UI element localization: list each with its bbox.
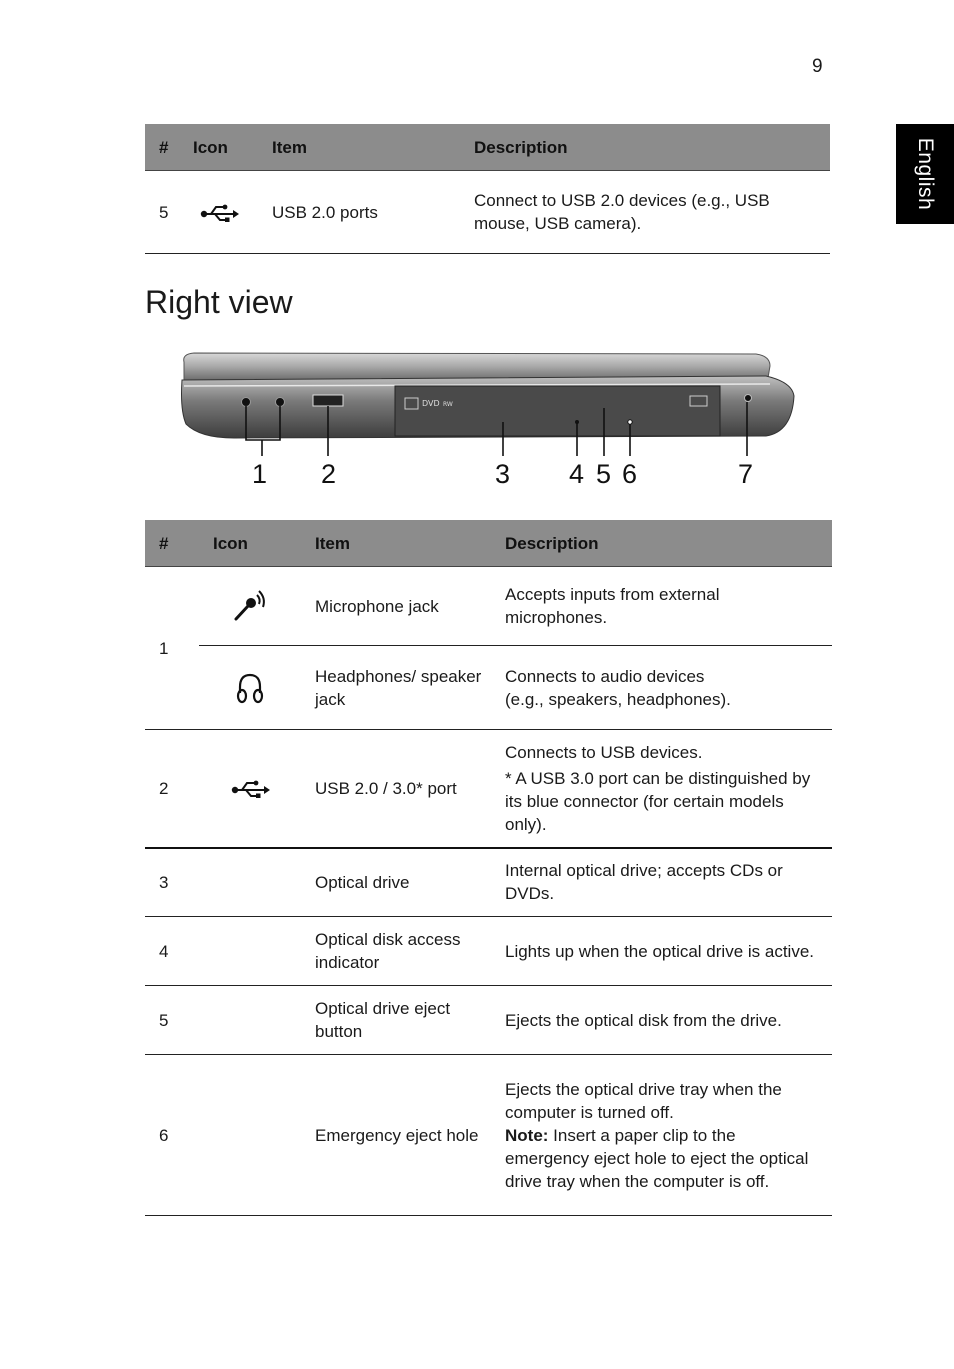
row-num: 6 (145, 1055, 199, 1216)
row-description-line: (e.g., speakers, headphones). (505, 689, 731, 709)
header-num: # (145, 520, 199, 567)
row-num: 2 (145, 730, 199, 848)
header-item: Item (258, 124, 460, 171)
row-icon-cell (199, 646, 301, 730)
page-number: 9 (812, 56, 823, 77)
table-row (145, 848, 832, 917)
row-description (491, 646, 832, 730)
row-description (491, 730, 832, 848)
callout-4: 4 (569, 459, 585, 489)
note-label: Note: (505, 1125, 549, 1145)
header-description: Description (491, 520, 832, 567)
row-icon-cell (199, 848, 301, 917)
row-description-text: Connects to USB devices. (505, 742, 703, 762)
language-tab-label: English (914, 137, 938, 211)
header-icon: Icon (179, 124, 258, 171)
callout-2: 2 (321, 459, 337, 489)
row-description: Connect to USB 2.0 devices (e.g., USB mouse, USB camera). (460, 171, 830, 254)
table-row (145, 986, 832, 1055)
table-row (145, 1055, 832, 1216)
header-item: Item (301, 520, 491, 567)
table-row (145, 646, 832, 730)
row-item: Emergency eject hole (301, 1055, 491, 1216)
row-description: Internal optical drive; accepts CDs or DVDs. (491, 848, 832, 917)
language-tab (896, 124, 954, 224)
table-row (145, 171, 830, 254)
row-icon-cell (199, 917, 301, 986)
callout-3: 3 (495, 459, 511, 489)
callout-6: 6 (622, 459, 638, 489)
row-item: Optical drive (301, 848, 491, 917)
usb-ports-table (145, 124, 830, 254)
row-note (505, 1124, 818, 1193)
row-note-text: Insert a paper clip to the emergency eject hole to eject the optical drive tray when the computer is off. (505, 1125, 809, 1191)
callout-1: 1 (252, 459, 268, 489)
row-num: 5 (145, 171, 179, 254)
row-icon-cell (199, 986, 301, 1055)
row-description-line: Connects to audio devices (505, 666, 705, 686)
header-description: Description (460, 124, 830, 171)
table-row (145, 917, 832, 986)
table-row (145, 567, 832, 646)
table-row (145, 730, 832, 848)
row-description: Lights up when the optical drive is active. (491, 917, 832, 986)
row-num: 5 (145, 986, 199, 1055)
row-icon-cell (199, 1055, 301, 1216)
row-item: Optical disk access indicator (301, 917, 491, 986)
row-description: Ejects the optical disk from the drive. (491, 986, 832, 1055)
headphones-icon (233, 671, 267, 705)
row-item: USB 2.0 ports (258, 171, 460, 254)
usb-icon (230, 778, 270, 800)
header-icon: Icon (199, 520, 301, 567)
row-icon-cell (199, 567, 301, 646)
section-title: Right view (145, 284, 293, 320)
table-header-row (145, 124, 830, 171)
row-icon-cell (199, 730, 301, 848)
row-item: Optical drive eject button (301, 986, 491, 1055)
row-icon-cell (179, 171, 258, 254)
dvd-logo: DVD (422, 399, 440, 408)
rw-logo: RW (443, 401, 453, 408)
header-num: # (145, 124, 179, 171)
right-view-table (145, 520, 832, 1216)
table-header-row (145, 520, 832, 567)
row-num: 3 (145, 848, 199, 917)
row-item: USB 2.0 / 3.0* port (301, 730, 491, 848)
row-description-text: Ejects the optical drive tray when the computer is turned off. (505, 1079, 782, 1122)
usb-icon (199, 202, 239, 224)
callout-5: 5 (596, 459, 612, 489)
callout-7: 7 (738, 459, 754, 489)
row-num: 1 (145, 567, 199, 730)
microphone-icon (232, 589, 268, 623)
row-num: 4 (145, 917, 199, 986)
row-item: Headphones/ speaker jack (301, 646, 491, 730)
row-description: Accepts inputs from external microphones. (491, 567, 832, 646)
row-description (491, 1055, 832, 1216)
row-note-text: * A USB 3.0 port can be distinguished by its blue connector (for certain models only). (505, 768, 811, 834)
row-item: Microphone jack (301, 567, 491, 646)
